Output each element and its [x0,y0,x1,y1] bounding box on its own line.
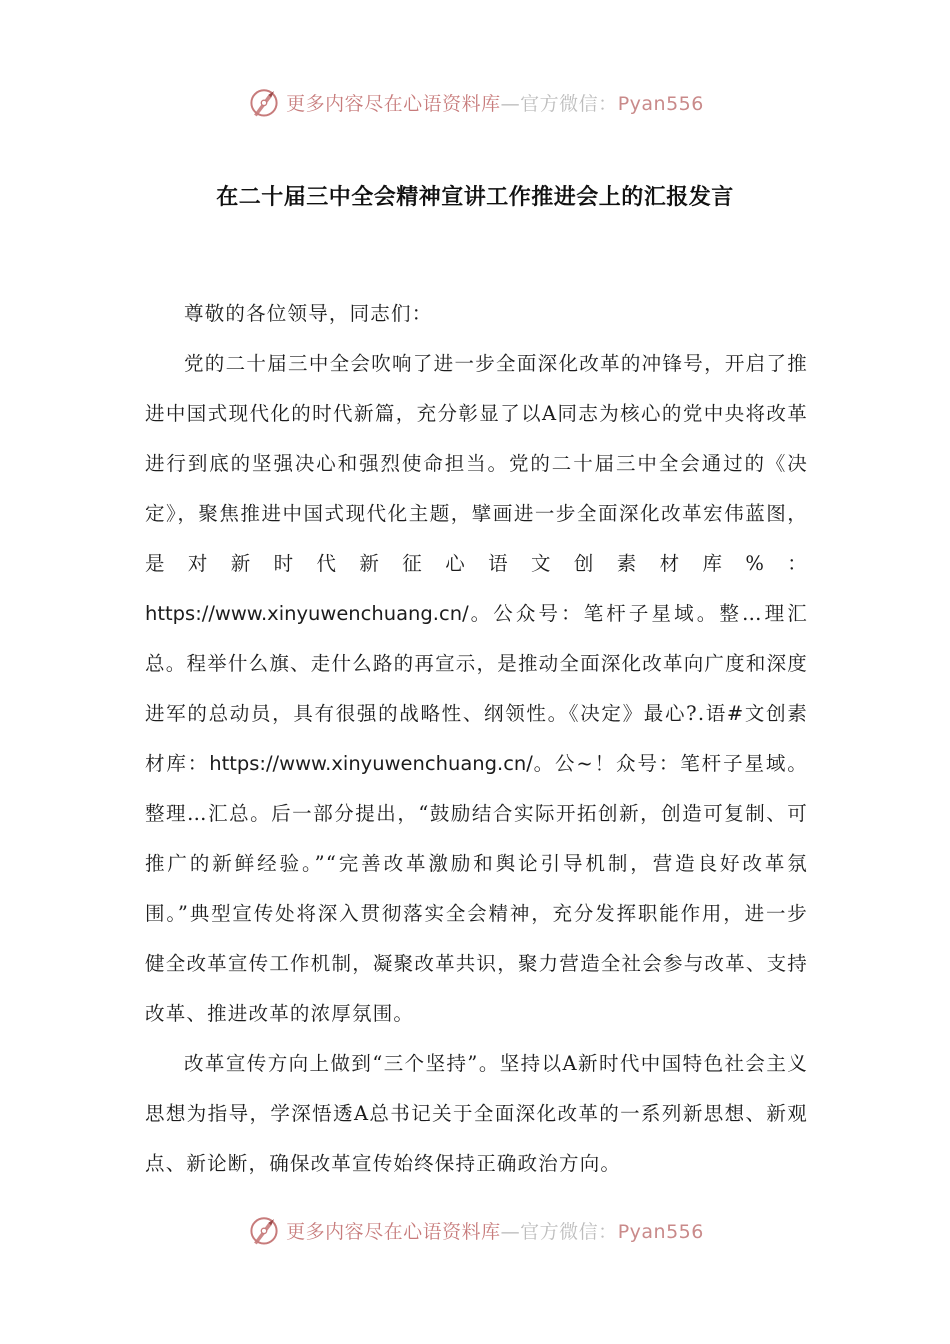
paragraph-1-part-c: 。公~！众号：笔杆子星域。整理…汇总。后一部分提出，“鼓励结合实际开拓创新，创造可复制、可推广的新鲜经验。”“完善改革激励和舆论引导机制，营造良好改革氛围。”典型宣传处将深入贯彻落实全会精神，充分发挥职能作用，进一步健全改革宣传工作机制，凝聚改革共识，聚力营造全社会参与改革、支持改革、推进改革的浓厚氛围。 [145,752,808,1025]
watermark-text [286,89,704,116]
watermark-site-text: 更多内容尽在心语资料库 [286,1220,501,1243]
paragraph-2: 改革宣传方向上做到“三个坚持”。坚持以A新时代中国特色社会主义思想为指导，学深悟透A总书记关于全面深化改革的一系列新思想、新观点、新论断，确保改革宣传始终保持正确政治方向。 [145,1052,808,1175]
paragraph-1 [145,339,808,1039]
website-url-1: https://www.xinyuwenchuang.cn/ [145,602,469,625]
watermark-banner-bottom [0,1208,950,1252]
paragraph-1-part-b: 。公众号：笔杆子星域。整…理汇总。程举什么旗、走什么路的再宣示，是推动全面深化改革向广度和深度进军的总动员，具有很强的战略性、纲领性。《决定》最心?.语#文创素材库： [145,602,808,775]
watermark-banner-top [0,80,950,124]
watermark-wechat-id: Pyan556 [617,1220,704,1243]
salutation: 尊敬的各位领导，同志们： [184,302,433,325]
pen-nib-circle-icon [246,1212,282,1248]
document-body [145,289,808,1189]
watermark-separator: — [500,92,521,115]
watermark-site-text: 更多内容尽在心语资料库 [286,92,501,115]
paragraph-1-part-a: 党的二十届三中全会吹响了进一步全面深化改革的冲锋号，开启了推进中国式现代化的时代新篇，充分彰显了以A同志为核心的党中央将改革进行到底的坚强决心和强烈使命担当。党的二十届三中全会通过的《决定》，聚焦推进中国式现代化主题，擘画进一步全面深化改革宏伟蓝图，是对新时代新征心语文创素材库%： [145,352,808,575]
watermark-wechat-id: Pyan556 [617,92,704,115]
pen-nib-circle-icon [246,84,282,120]
watermark-wechat-label: 官方微信： [520,92,618,115]
watermark-separator: — [500,1220,521,1243]
watermark-text [286,1217,704,1244]
watermark-wechat-label: 官方微信： [520,1220,618,1243]
website-url-2: https://www.xinyuwenchuang.cn/ [209,752,533,775]
document-title: 在二十届三中全会精神宣讲工作推进会上的汇报发言 [216,185,734,210]
